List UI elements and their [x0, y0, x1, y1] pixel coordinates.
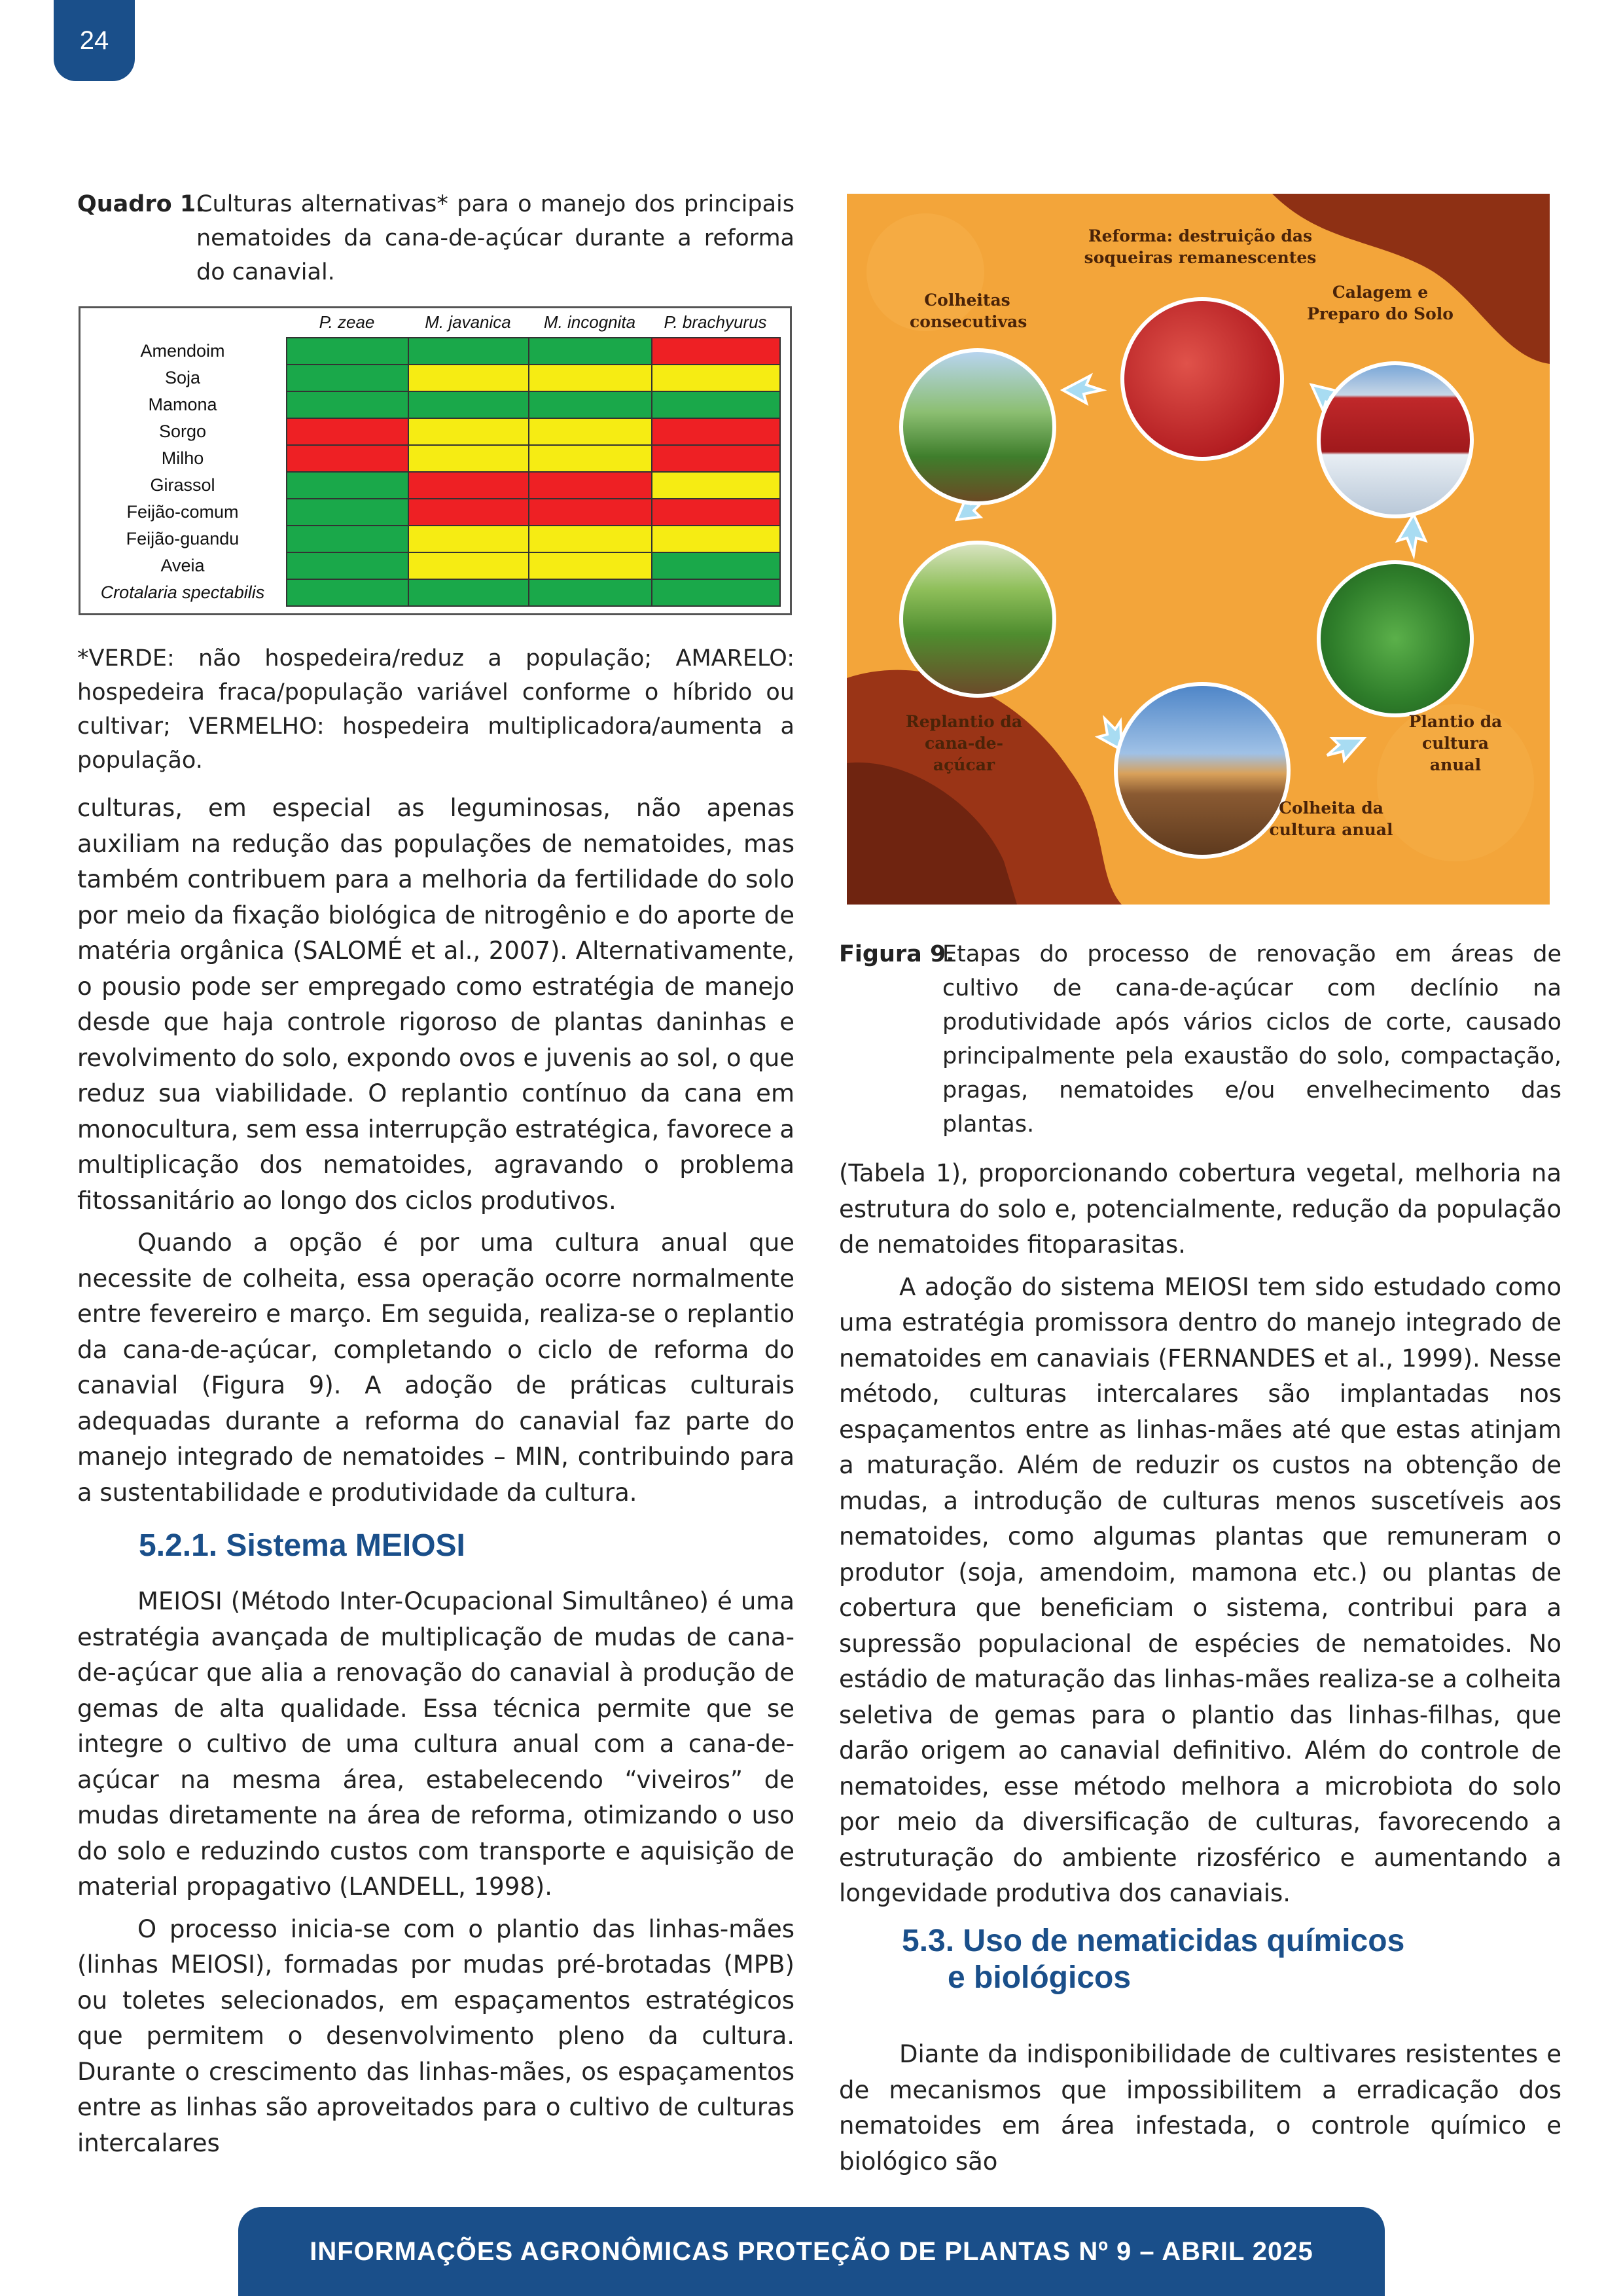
- table-cell-red: [651, 337, 781, 365]
- table-cell-yellow: [408, 525, 529, 553]
- table-cell-green: [286, 391, 409, 419]
- row-header: Girassol: [150, 475, 215, 495]
- table-cell-yellow: [528, 552, 652, 580]
- stage-replantio: Replantio da cana-de-açúcar: [905, 712, 1023, 774]
- quadro-label: Quadro 1.: [77, 191, 205, 217]
- column-header: M. incognita: [543, 312, 636, 332]
- table-cell-red: [651, 418, 781, 446]
- row-header: Mamona: [148, 395, 217, 414]
- paragraph: A adoção do sistema MEIOSI tem sido estudado como uma estratégia promissora dentro do manejo integrado de nematoides em canaviais (FERNANDES et al., 1999). Nesse método, culturas intercalares são implantadas nos espaçamentos entre as linhas-mães até que estas atinjam a maturação. Além de reduzir os custos na obtenção de mudas, a introdução de culturas menos suscetíveis aos nematoides, como algumas plantas que remuneram o produtor (soja, amendoim, mamona etc.) ou plantas de cobertura que beneficiam o sistema, contribui para a supressão populacional de espécies de nematoides. No estádio de maturação das linhas-mães realiza-se a colheita seletiva de gemas para o plantio das linhas-filhas, que darão origem ao canavial definitivo. Além do controle de nematoides, esse método melhora a microbiota do solo por meio da diversificação de culturas, favorecendo a estruturação do ambiente rizosférico e aumentando a longevidade produtiva dos canaviais.: [839, 1272, 1561, 1907]
- table-cell-green: [528, 337, 652, 365]
- footer-banner: INFORMAÇÕES AGRONÔMICAS PROTEÇÃO DE PLANTAS Nº 9 – ABRIL 2025: [238, 2207, 1385, 2296]
- stage-calagem: Calagem e Preparo do Solo: [1307, 283, 1454, 323]
- right-column: [839, 1156, 1561, 1912]
- section-heading-521: 5.2.1. Sistema MEIOSI: [139, 1528, 465, 1563]
- table-cell-yellow: [651, 364, 781, 392]
- table-cell-green: [408, 579, 529, 607]
- table-cell-green: [651, 391, 781, 419]
- photo-replantio: [899, 541, 1056, 698]
- table-cell-green: [286, 525, 409, 553]
- section-heading-53-line2: e biológicos: [948, 1960, 1132, 1995]
- table-cell-green: [528, 391, 652, 419]
- table-cell-red: [528, 471, 652, 499]
- photo-calagem: [1317, 361, 1474, 518]
- table-cell-red: [528, 498, 652, 526]
- row-header: Soja: [164, 368, 201, 387]
- photo-colheita-anual: [1114, 682, 1291, 859]
- table-cell-red: [286, 418, 409, 446]
- row-header: Amendoim: [140, 341, 225, 361]
- left-column-lower: [77, 1584, 794, 2161]
- table-cell-red: [651, 498, 781, 526]
- row-header: Crotalaria spectabilis: [100, 583, 265, 602]
- right-column-lower: [839, 2037, 1561, 2179]
- column-header: M. javanica: [425, 312, 511, 332]
- table-cell-green: [408, 391, 529, 419]
- table-cell-green: [528, 579, 652, 607]
- figure-caption: [839, 937, 1561, 1141]
- table-cell-green: [286, 337, 409, 365]
- table-cell-green: [286, 498, 409, 526]
- row-header: Aveia: [160, 556, 205, 575]
- table-cell-red: [408, 471, 529, 499]
- column-header: P. zeae: [319, 312, 375, 332]
- section-heading-53-line1: 5.3. Uso de nematicidas químicos: [902, 1924, 1405, 1958]
- quadro-legend: *VERDE: não hospedeira/reduz a população; AMARELO: hospedeira fraca/população variável conforme o híbrido ou cultivar; VERMELHO: hospedeira multiplicadora/aumenta a população.: [77, 645, 794, 774]
- quadro-table: [79, 306, 792, 615]
- stage-colheitas: Colheitas consecutivas: [910, 291, 1027, 331]
- photo-colheitas: [899, 348, 1056, 505]
- page-number: 24: [54, 0, 135, 81]
- column-header: P. brachyurus: [664, 312, 767, 332]
- table-cell-yellow: [408, 552, 529, 580]
- table-cell-green: [286, 471, 409, 499]
- photo-reforma: [1120, 297, 1284, 461]
- table-cell-green: [286, 552, 409, 580]
- table-cell-red: [408, 498, 529, 526]
- left-column: [77, 791, 794, 1511]
- table-cell-yellow: [528, 418, 652, 446]
- stage-plantio: Plantio da cultura anual: [1408, 712, 1503, 774]
- table-cell-green: [286, 579, 409, 607]
- stage-reforma: Reforma: destruição das soqueiras remanescentes: [1084, 226, 1317, 267]
- table-cell-yellow: [528, 364, 652, 392]
- table-cell-yellow: [408, 364, 529, 392]
- photo-plantio: [1317, 560, 1474, 717]
- table-cell-yellow: [651, 525, 781, 553]
- table-cell-green: [286, 364, 409, 392]
- table-cell-green: [408, 337, 529, 365]
- figure-label: Figura 9.: [839, 941, 955, 967]
- section-heading-53: [902, 1923, 1404, 1996]
- table-cell-yellow: [408, 418, 529, 446]
- paragraph: culturas, em especial as leguminosas, não apenas auxiliam na redução das populações de nematoides, mas também contribuem para a melhoria da fertilidade do solo por meio da fixação biológica de nitrogênio e do aporte de matéria orgânica (SALOMÉ et al., 2007). Alternativamente, o pousio pode ser empregado como estratégia de manejo desde que haja controle rigoroso de plantas daninhas e revolvimento do solo, expondo ovos e juvenis ao sol, o que reduz sua viabilidade. O replantio contínuo da cana em monocultura, sem essa interrupção estratégica, favorece a multiplicação dos nematoides, agravando o problema fitossanitário ao longo dos ciclos produtivos.: [77, 794, 794, 1215]
- table-cell-red: [651, 444, 781, 473]
- row-header: Feijão-guandu: [126, 529, 240, 548]
- row-header: Sorgo: [158, 422, 207, 441]
- quadro-caption: [77, 187, 794, 289]
- table-cell-green: [651, 579, 781, 607]
- paragraph: MEIOSI (Método Inter-Ocupacional Simultâneo) é uma estratégia avançada de multiplicação de mudas de cana-de-açúcar que alia a renovação do canavial à produção de gemas de alta qualidade. Essa técnica permite que se integre o cultivo de uma cultura anual com a cana-de-açúcar na mesma área, estabelecendo “viveiros” de mudas diretamente na área de reforma, otimizando o uso do solo e reduzindo custos com transporte e aquisição de material propagativo (LANDELL, 1998).: [77, 1587, 794, 1901]
- table-cell-green: [651, 552, 781, 580]
- table-cell-red: [286, 444, 409, 473]
- table-cell-yellow: [528, 444, 652, 473]
- paragraph: Quando a opção é por uma cultura anual que necessite de colheita, essa operação ocorre normalmente entre fevereiro e março. Em seguida, realiza-se o replantio da cana-de-açúcar, completando o ciclo de reforma do canavial (Figura 9). A adoção de práticas culturais adequadas durante a reforma do canavial faz parte do manejo integrado de nematoides – MIN, contribuindo para a sustentabilidade e produtividade da cultura.: [77, 1229, 794, 1507]
- table-cell-yellow: [651, 471, 781, 499]
- row-header: Feijão-comum: [126, 502, 239, 522]
- paragraph: (Tabela 1), proporcionando cobertura vegetal, melhoria na estrutura do solo e, potencialmente, redução da população de nematoides fitoparasitas.: [839, 1159, 1561, 1259]
- row-header: Milho: [161, 448, 204, 468]
- stage-colheita-anual: Colheita da cultura anual: [1269, 798, 1393, 839]
- paragraph: Diante da indisponibilidade de cultivares resistentes e de mecanismos que impossibilitem a erradicação dos nematoides em área infestada, o controle químico e biológico são: [839, 2040, 1561, 2176]
- table-cell-yellow: [408, 444, 529, 473]
- figure-9-renewal-cycle: [847, 194, 1550, 905]
- quadro-caption-text: Culturas alternativas* para o manejo dos principais nematoides da cana-de-açúcar durante a reforma do canavial.: [196, 191, 794, 285]
- table-cell-yellow: [528, 525, 652, 553]
- paragraph: O processo inicia-se com o plantio das linhas-mães (linhas MEIOSI), formadas por mudas pré-brotadas (MPB) ou toletes selecionados, em espaçamentos estratégicos que permitem o desenvolvimento pleno da cultura. Durante o crescimento das linhas-mães, os espaçamentos entre as linhas são aproveitados para o cultivo de culturas intercalares: [77, 1914, 794, 2157]
- figure-caption-text: Etapas do processo de renovação em áreas de cultivo de cana-de-açúcar com declínio na produtividade após vários ciclos de corte, causado principalmente pela exaustão do solo, compactação, pragas, nematoides e/ou envelhecimento das plantas.: [942, 941, 1561, 1138]
